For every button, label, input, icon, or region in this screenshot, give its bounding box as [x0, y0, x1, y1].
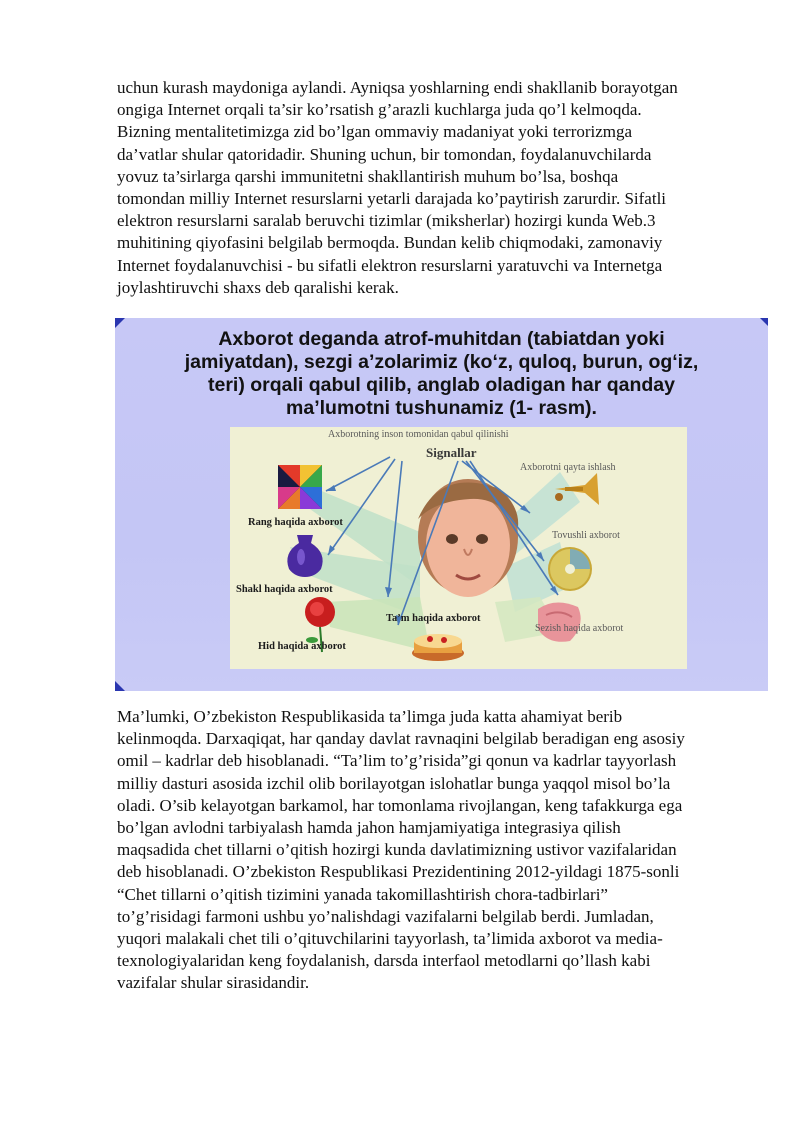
figure-title-line: Axborot deganda atrof-muhitdan (tabiatdan yoki [218, 328, 665, 350]
paragraph-education-line: milliy dasturi asosida izchil olib borilayotgan islohatlar bunga yaqqol misol bo’la [117, 773, 671, 793]
paragraph-intro-line: yovuz ta’sirlarga qarshi immunitetni shakllantirish muhum bo’lsa, boshqa [117, 166, 619, 186]
label-sezish: Sezish haqida axborot [535, 623, 624, 634]
paragraph-intro-line: Internet foydalanuvchisi - bu sifatli elektron resurslarni yaratuvchi va Internetga [117, 255, 663, 275]
diagram-heading: Axborotning inson tomonidan qabul qilinishi [328, 429, 509, 440]
paragraph-education-line: bo’lgan avlodni tarbiyalash hamda jahon hamjamiyatiga integrasiya qilish [117, 818, 621, 838]
corner-mark [115, 681, 125, 691]
paragraph-intro-line: Bizning mentalitetimizga zid bo’lgan ommaviy madaniyat yoki terrorizmga [117, 122, 633, 142]
label-tam: Ta’m haqida axborot [386, 613, 481, 624]
paragraph-intro-line: muhitining qiyofasini belgilab bermoqda. Bundan kelib chiqmodaki, zamonaviy [117, 233, 663, 253]
cake-icon [412, 634, 464, 661]
paragraph-education-line: vazifalar shular sirasidandir. [117, 973, 310, 993]
paragraph-education-line: deb hisoblanadi. O’zbekiston Respublikasi Prezidentining 2012-yildagi 1875-sonli [117, 862, 680, 882]
paragraph-education-line: to’g’risidagi farmoni ushbu yo’nalishdagi vazifalarni belgilab berdi. Jumladan, [117, 906, 654, 926]
corner-mark [115, 318, 125, 328]
cd-disc-icon [548, 547, 592, 591]
paragraph-education-line: Ma’lumki, O’zbekiston Respublikasida ta’limga juda katta ahamiyat berib [117, 707, 623, 726]
paragraph-education-line: maqsadida chet tillarni o’qitish hozirgi kunda davlatimizning ustivor vazifalaridan [117, 840, 677, 860]
label-qayta-ishlash: Axborotni qayta ishlash [520, 462, 616, 473]
figure-title-line: jamiyatdan), sezgi a’zolarimiz (ko‘z, quloq, burun, og‘iz, [184, 351, 699, 373]
figure-information-perception [115, 318, 768, 691]
paragraph-education-line: texnologiyalaridan keng foydalanish, darsda interfaol metodlarni qo’llash kabi [117, 951, 651, 971]
paragraph-education [117, 706, 757, 995]
paragraph-intro-line: elektron resurslarni saralab beruvchi tizimlar (miksherlar) hozirgi kunda Web.3 [117, 211, 656, 231]
paragraph-intro-line: da’vatlar shular qatoridadir. Shuning uchun, bir tomondan, foydalanuvchilarda [117, 144, 652, 164]
paragraph-education-line: oladi. O’sib kelayotgan barkamol, har tomonlama rivojlangan, keng tafakkurga ega [117, 795, 683, 815]
paragraph-intro-line: joylashtiruvchi shaxs deb qaralishi kerak. [117, 277, 399, 297]
paragraph-education-line: “Chet tillarni o’qitish tizimini yanada takomillashtirish chora-tadbirlari” [117, 884, 608, 904]
signals-label: Signallar [426, 445, 477, 460]
figure-title-line: teri) orqali qabul qilib, anglab oladigan har qanday [208, 374, 675, 396]
label-rang: Rang haqida axborot [248, 517, 343, 528]
figure-title [115, 328, 768, 420]
label-hid: Hid haqida axborot [258, 641, 346, 652]
label-tovush: Tovushli axborot [552, 530, 620, 541]
paragraph-intro-line: uchun kurash maydoniga aylandi. Ayniqsa yoshlarning endi shakllanib borayotgan [117, 78, 678, 97]
label-shakl: Shakl haqida axborot [236, 584, 333, 595]
paragraph-intro [117, 77, 757, 299]
paragraph-education-line: yuqori malakali chet tili o’qituvchilarini tayyorlash, ta’limida axborot va media- [117, 929, 663, 949]
vase-icon [287, 535, 322, 577]
paragraph-intro-line: ongiga Internet orqali ta’sir ko’rsatish g’arazli kuchlarga juda qo’l kelmoqda. [117, 100, 642, 120]
paragraph-intro-line: tomondan milliy Internet resurslarni yetarli darajada ko’paytirish zarurdir. Sifatli [117, 189, 667, 209]
corner-mark [760, 318, 768, 326]
perception-diagram [230, 427, 687, 669]
paragraph-education-line: kelinmoqda. Darxaqiqat, har qanday davlat ravnaqini belgilab beradigan eng asosiy [117, 729, 685, 749]
paragraph-education-line: omil – kadrlar deb hisoblanadi. “Ta’lim to’g’risida”gi qonun va kadrlar tayyorlash [117, 751, 677, 771]
color-pinwheel-icon [278, 465, 322, 509]
child-face-illustration [418, 479, 518, 597]
figure-title-line: ma’lumotni tushunamiz (1- rasm). [286, 397, 597, 419]
